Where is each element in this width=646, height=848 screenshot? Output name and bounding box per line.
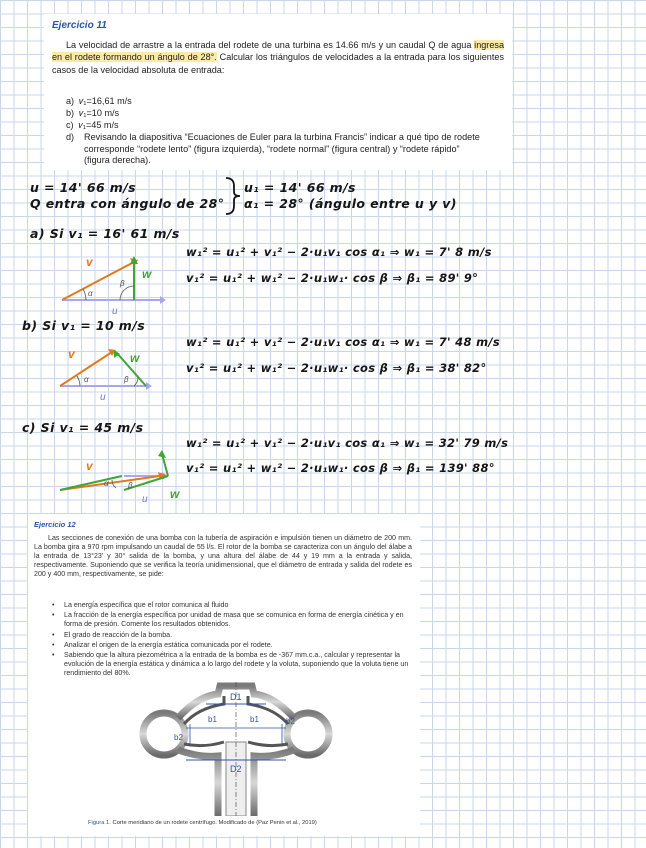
note-given-angle: Q entra con ángulo de 28° bbox=[30, 196, 225, 211]
statement-part-1: La velocidad de arrastre a la entrada del rodete de una turbina es 14.66 m/s y un caudal Q de agua bbox=[66, 40, 472, 50]
fig-b2-left-label: b2 bbox=[174, 733, 183, 742]
case-a-beta-result: 89' 9° bbox=[439, 271, 479, 285]
triangle-diagram-a bbox=[56, 244, 174, 320]
tri-a-v-label: v bbox=[86, 255, 93, 269]
tri-a-alpha: α bbox=[88, 289, 93, 298]
tri-c-beta: β bbox=[128, 481, 133, 490]
triangle-diagram-c bbox=[54, 444, 186, 504]
bullet-4: • Analizar el origen de la energía estática comunicada por el rodete. bbox=[52, 641, 273, 649]
exercise-12-sheet bbox=[28, 514, 420, 836]
tri-c-v-label: v bbox=[86, 459, 93, 473]
case-c-w-equation: w₁² = u₁² + v₁² − 2·u₁v₁ cos α₁ ⇒ w₁ = 32' 79 m/s bbox=[186, 436, 509, 450]
case-b-title: b) Si v₁ = 10 m/s bbox=[22, 318, 146, 333]
bullet-5: • Sabiendo que la altura piezométrica a la entrada de la bomba es de -367 mm.c.a., calcular y representar la evolución de la energía estática y dinámica a lo largo del rodete y la voluta, suponiendo que la voluta tiene un rendimiento del 80%. bbox=[52, 651, 409, 678]
tri-b-u-label: u bbox=[100, 392, 106, 403]
case-a-beta-equation: v₁² = u₁² + w₁² − 2·u₁w₁· cos β ⇒ β₁ = 89' 9° bbox=[186, 271, 479, 285]
tri-c-u-label: u bbox=[142, 494, 148, 504]
tri-b-w-label: w bbox=[130, 351, 140, 365]
tri-c-alpha: α bbox=[104, 479, 109, 488]
case-a-w-result: 7' 8 m/s bbox=[438, 245, 492, 259]
fig-b1-left-label: b1 bbox=[208, 715, 217, 724]
case-c-beta-result: 139' 88° bbox=[439, 461, 495, 475]
case-a-w-equation: w₁² = u₁² + v₁² − 2·u₁v₁ cos α₁ ⇒ w₁ = 7' 8 m/s bbox=[186, 245, 492, 259]
case-a-title: a) Si v₁ = 16' 61 m/s bbox=[30, 226, 180, 241]
tri-b-v-label: v bbox=[68, 347, 75, 361]
bullet-3: • El grado de reacción de la bomba. bbox=[52, 631, 173, 639]
option-b: b) 𝑣₁=10 m/s bbox=[66, 108, 120, 118]
fig-d2-label: D2 bbox=[230, 764, 242, 774]
triangle-diagram-b bbox=[50, 340, 168, 406]
note-given-u: u = 14' 66 m/s bbox=[30, 180, 137, 195]
tri-b-beta: β bbox=[124, 375, 129, 384]
case-b-w-equation: w₁² = u₁² + v₁² − 2·u₁v₁ cos α₁ ⇒ w₁ = 7' 48 m/s bbox=[186, 335, 501, 349]
exercise-11-sheet bbox=[44, 14, 512, 170]
fig-b2-right-label: b2 bbox=[286, 717, 295, 726]
statement-part-2: Calcular los triángulos de velocidades a la entrada para los siguientes casos de la velocidad absoluta de entrada: bbox=[52, 52, 504, 75]
curly-brace bbox=[222, 176, 242, 216]
option-c: c) 𝑣₁=45 m/s bbox=[66, 120, 119, 130]
tri-a-u-label: u bbox=[112, 306, 118, 317]
option-d: d) Revisando la diapositiva “Ecuaciones de Euler para la turbina Francis” indicar a qué tipo de rodete corresponde “rodete lento” (figura izquierda), “rodete normal” (figura central) y “rodete rápido” (figura derecha). bbox=[66, 132, 480, 165]
option-a: a) 𝑣₁=16,61 m/s bbox=[66, 96, 132, 106]
highlighted-text: ingresa en el rodete formando un ángulo de 28°. bbox=[52, 40, 504, 63]
case-b-beta-equation: v₁² = u₁² + w₁² − 2·u₁w₁· cos β ⇒ β₁ = 38' 82° bbox=[186, 361, 487, 375]
tri-c-w-label: w bbox=[170, 487, 180, 501]
exercise-12-title: Ejercicio 12 bbox=[34, 520, 76, 529]
exercise-11-statement bbox=[52, 39, 504, 76]
note-alpha1: α₁ = 28° (ángulo entre u y v) bbox=[244, 196, 457, 211]
impeller-figure bbox=[138, 682, 334, 816]
bullet-1: • La energía específica que el rotor comunica al fluido bbox=[52, 601, 229, 609]
exercise-11-title: Ejercicio 11 bbox=[52, 20, 107, 31]
tri-b-alpha: α bbox=[84, 375, 89, 384]
case-c-title: c) Si v₁ = 45 m/s bbox=[22, 420, 144, 435]
case-b-w-result: 7' 48 m/s bbox=[438, 335, 501, 349]
tri-a-w-label: w bbox=[142, 267, 152, 281]
case-c-beta-equation: v₁² = u₁² + w₁² − 2·u₁w₁· cos β ⇒ β₁ = 139' 88° bbox=[186, 461, 495, 475]
case-c-w-result: 32' 79 m/s bbox=[438, 436, 509, 450]
bullet-2: • La fracción de la energía específica por unidad de masa que se comunica en forma de energía cinética y en forma de presión. Comente los resultados obtenidos. bbox=[52, 611, 404, 629]
exercise-12-statement: Las secciones de conexión de una bomba con la tubería de aspiración e impulsión tienen un diámetro de 200 mm. La bomba gira a 970 rpm impulsando un caudal de 55 l/s. El rotor de la bomba se caracteriza con un ángulo del álabe a la entrada de 13°23' y 30° salida de la bomba, y una altura del álabe de 44 y 19 mm a la entrada y salida, respectivamente. Suponiendo que se verifica la teoría unidimensional, que el diámetro de entrada y salida del rodete es 200 y 400 mm, respectivamente, se pide: bbox=[34, 534, 412, 579]
fig-b1-right-label: b1 bbox=[250, 715, 259, 724]
case-b-beta-result: 38' 82° bbox=[439, 361, 487, 375]
note-u1: u₁ = 14' 66 m/s bbox=[244, 180, 356, 195]
tri-a-beta: β bbox=[120, 279, 125, 288]
fig-d1-label: D1 bbox=[230, 692, 242, 702]
figure-caption: Figura 1. Corte meridiano de un rodete centrífugo. Modificado de (Paz Penin et al., 2019) bbox=[88, 820, 317, 826]
